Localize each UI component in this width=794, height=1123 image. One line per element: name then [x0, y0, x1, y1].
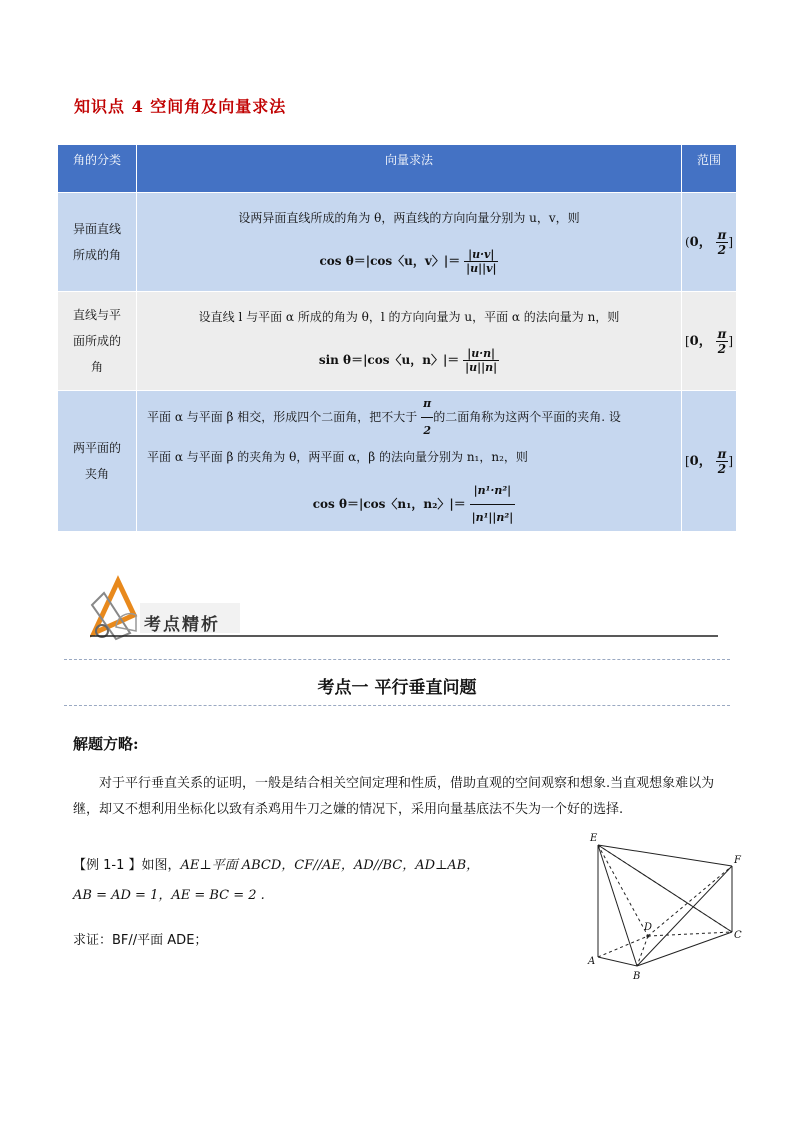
method-cell	[137, 292, 682, 391]
range-zero: 0，	[689, 234, 712, 250]
method-heading: 解题方略:	[73, 735, 139, 753]
header-category: 角的分类	[58, 145, 137, 193]
method-text	[147, 391, 681, 444]
label-c: C	[734, 930, 742, 941]
two: 2	[423, 424, 431, 437]
table-row	[58, 391, 737, 532]
pi-symbol: π	[717, 446, 727, 461]
category-text: 直线与平	[72, 308, 121, 322]
formula-left: sin θ＝|cos〈u，n〉|＝	[318, 353, 460, 367]
section-title: 知识点 4 空间角及向量求法	[74, 97, 287, 116]
range-fraction	[716, 447, 729, 476]
category-cell	[58, 292, 137, 391]
label-b: B	[633, 971, 641, 982]
header-range: 范围	[682, 145, 737, 193]
fraction	[464, 248, 498, 275]
example-lengths: AB = AD = 1，AE = BC = 2 .	[73, 888, 265, 903]
category-text: 异面直线	[72, 222, 121, 236]
angle-methods-table	[57, 144, 737, 532]
label-f: F	[734, 855, 741, 866]
method-text-part: 的二面角称为这两个平面的夹角. 设	[433, 410, 621, 424]
category-cell	[58, 391, 137, 532]
table-row	[58, 193, 737, 292]
fraction	[463, 347, 499, 374]
formula-left: cos θ＝|cos〈u，v〉|＝	[319, 254, 461, 268]
range-fraction	[716, 228, 729, 257]
range-bracket: ]	[728, 453, 734, 468]
range-fraction	[716, 327, 729, 356]
pi-symbol: π	[421, 391, 433, 418]
banner-title: 考点精析	[144, 615, 220, 635]
category-text: 夹角	[84, 467, 109, 481]
example-statement	[73, 851, 583, 911]
range-bracket: ]	[728, 333, 734, 348]
two: 2	[717, 242, 727, 257]
fraction-numerator: |n¹·n²|	[470, 478, 516, 505]
formula	[137, 248, 681, 275]
range-bracket: [	[684, 453, 690, 468]
two: 2	[717, 341, 727, 356]
range-zero: 0，	[689, 453, 712, 469]
label-a: A	[588, 956, 596, 967]
formula	[137, 347, 681, 374]
prove-statement: 求证：BF//平面 ADE；	[73, 933, 208, 948]
table-row	[58, 292, 737, 391]
range-cell	[682, 292, 737, 391]
method-cell	[137, 391, 682, 532]
fraction-denominator: |n¹||n²|	[471, 511, 514, 524]
example-conditions: AE⊥平面 ABCD，CF//AE，AD//BC，AD⊥AB，	[180, 858, 480, 873]
geometry-figure	[582, 826, 752, 984]
pi-over-two	[421, 391, 433, 444]
formula	[147, 478, 681, 531]
category-text: 角	[90, 360, 103, 374]
two: 2	[717, 461, 727, 476]
fraction	[470, 478, 516, 531]
range-bracket: (	[684, 234, 690, 249]
table-header-row	[58, 145, 737, 193]
label-d: D	[644, 922, 653, 933]
range-cell	[682, 391, 737, 532]
method-paragraph: 对于平行垂直关系的证明，一般是结合相关空间定理和性质，借助直观的空间观察和想象.当直观想象难以为继，却又不想利用坐标化以致有杀鸡用牛刀之嫌的情况下，采用向量基底法不失为一个好的选择.	[73, 776, 715, 817]
range-bracket: ]	[728, 234, 734, 249]
fraction-numerator: |u·n|	[463, 347, 499, 361]
pi-symbol: π	[717, 326, 727, 341]
method-text-part: 平面 α 与平面 β 相交，形成四个二面角，把不大于	[147, 410, 418, 424]
pi-symbol: π	[717, 227, 727, 242]
fraction-denominator: |u||n|	[465, 361, 498, 374]
category-text: 面所成的	[72, 334, 121, 348]
fraction-numerator: |u·v|	[464, 248, 498, 262]
drafting-tools-icon	[92, 581, 136, 639]
divider	[64, 705, 730, 706]
category-text: 两平面的	[72, 441, 121, 455]
method-text: 平面 α 与平面 β 的夹角为 θ，两平面 α，β 的法向量分别为 n₁，n₂，则	[147, 450, 528, 464]
range-cell	[682, 193, 737, 292]
point-title: 考点一 平行垂直问题	[317, 678, 477, 698]
method-text: 设两异面直线所成的角为 θ，两直线的方向向量分别为 u，v，则	[238, 211, 580, 225]
fraction-denominator: |u||v|	[466, 262, 497, 275]
range-bracket: [	[684, 333, 690, 348]
method-text: 设直线 l 与平面 α 所成的角为 θ，l 的方向向量为 u，平面 α 的法向量为 n，则	[198, 310, 620, 324]
header-method: 向量求法	[137, 145, 682, 193]
divider	[64, 659, 730, 660]
range-zero: 0，	[689, 333, 712, 349]
category-text: 所成的角	[72, 248, 121, 262]
formula-left: cos θ＝|cos〈n₁，n₂〉|＝	[312, 497, 466, 511]
category-cell	[58, 193, 137, 292]
example-tag: 【例 1-1 】如图，	[73, 858, 181, 873]
method-cell	[137, 193, 682, 292]
label-e: E	[590, 833, 598, 844]
